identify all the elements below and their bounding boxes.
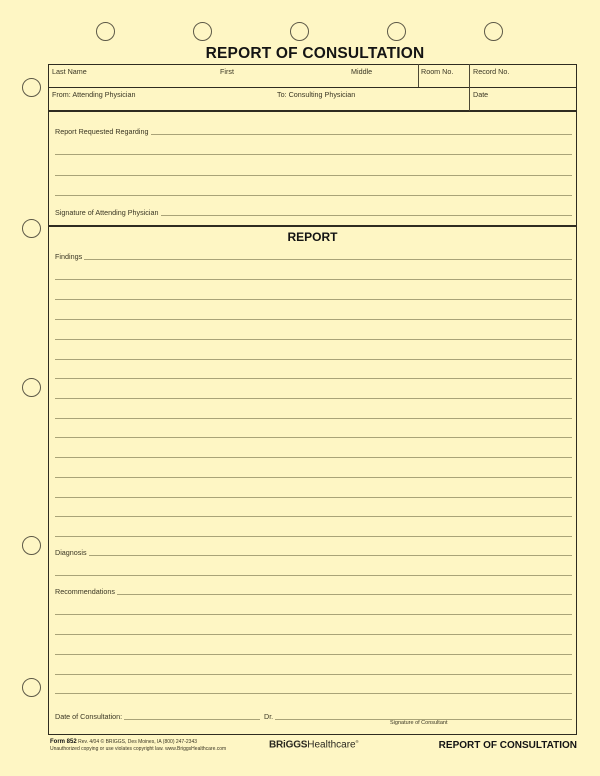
findings-label: Findings	[55, 252, 83, 261]
divider-row2	[48, 110, 577, 112]
first-name-label: First	[220, 67, 234, 76]
findings-line[interactable]	[55, 497, 572, 498]
signature-attending-label: Signature of Attending Physician	[55, 208, 159, 217]
request-line-2[interactable]	[55, 154, 572, 155]
form-number: Form 852	[50, 739, 77, 745]
findings-line[interactable]	[55, 299, 572, 300]
recommendations-line[interactable]	[55, 654, 572, 655]
date-of-consultation-field[interactable]	[55, 711, 260, 721]
middle-name-label: Middle	[351, 67, 373, 76]
brand-bold: BRiGGS	[269, 739, 308, 751]
findings-line[interactable]	[55, 319, 572, 320]
record-no-label: Record No.	[473, 67, 510, 76]
room-no-field[interactable]	[419, 65, 469, 87]
findings-line[interactable]	[55, 457, 572, 458]
binder-hole-top-1	[96, 22, 115, 41]
findings-line[interactable]	[55, 418, 572, 419]
findings-line[interactable]	[55, 516, 572, 517]
to-consulting-label: To: Consulting Physician	[277, 90, 356, 99]
findings-line[interactable]	[55, 477, 572, 478]
findings-line[interactable]	[55, 359, 572, 360]
signature-of-consultant-caption: Signature of Consultant	[390, 720, 448, 726]
footer-info	[50, 739, 226, 752]
findings-line[interactable]	[55, 398, 572, 399]
recommendations-line[interactable]	[55, 634, 572, 635]
binder-hole-top-5	[484, 22, 503, 41]
recommendations-line[interactable]	[55, 614, 572, 615]
brand-light: Healthcare	[307, 739, 356, 751]
diagnosis-field[interactable]	[55, 547, 572, 557]
binder-hole-left-4	[22, 536, 41, 555]
report-requested-regarding-label: Report Requested Regarding	[55, 127, 149, 136]
dr-label: Dr.	[264, 712, 274, 721]
divider-report	[48, 225, 577, 227]
findings-line[interactable]	[55, 437, 572, 438]
room-no-label: Room No.	[421, 67, 454, 76]
rev-line: Rev. 4/04 © BRIGGS, Des Moines, IA (800) 247-2343	[78, 739, 198, 745]
date-of-consultation-label: Date of Consultation:	[55, 712, 123, 721]
findings-line[interactable]	[55, 378, 572, 379]
last-name-label: Last Name	[52, 67, 87, 76]
from-attending-label: From: Attending Physician	[52, 90, 136, 99]
findings-field[interactable]	[55, 251, 572, 261]
binder-hole-left-5	[22, 678, 41, 697]
copyright-line: Unauthorized copying or use violates copyright law. www.BriggsHealthcare.com	[50, 745, 227, 752]
findings-line[interactable]	[55, 339, 572, 340]
record-no-field[interactable]	[470, 65, 576, 87]
last-name-field[interactable]	[49, 65, 418, 87]
binder-hole-left-2	[22, 219, 41, 238]
binder-hole-left-3	[22, 378, 41, 397]
signature-attending-field[interactable]	[55, 207, 572, 217]
findings-line[interactable]	[55, 279, 572, 280]
recommendations-label: Recommendations	[55, 587, 115, 596]
binder-hole-top-2	[193, 22, 212, 41]
registered-mark: ®	[355, 739, 359, 744]
report-requested-regarding-field[interactable]	[55, 126, 572, 136]
date-label: Date	[473, 90, 489, 99]
request-line-3[interactable]	[55, 175, 572, 176]
request-line-4[interactable]	[55, 195, 572, 196]
physicians-field[interactable]	[49, 88, 469, 110]
diagnosis-line[interactable]	[55, 575, 572, 576]
diagnosis-label: Diagnosis	[55, 548, 87, 557]
briggs-logo	[269, 739, 359, 750]
footer-form-title: REPORT OF CONSULTATION	[438, 740, 577, 751]
recommendations-line[interactable]	[55, 674, 572, 675]
findings-line[interactable]	[55, 536, 572, 537]
binder-hole-top-4	[387, 22, 406, 41]
binder-hole-left-1	[22, 78, 41, 97]
date-field[interactable]	[470, 88, 576, 110]
form-title: REPORT OF CONSULTATION	[205, 45, 425, 62]
report-section-title: REPORT	[287, 230, 338, 244]
binder-hole-top-3	[290, 22, 309, 41]
recommendations-line[interactable]	[55, 693, 572, 694]
recommendations-field[interactable]	[55, 586, 572, 596]
